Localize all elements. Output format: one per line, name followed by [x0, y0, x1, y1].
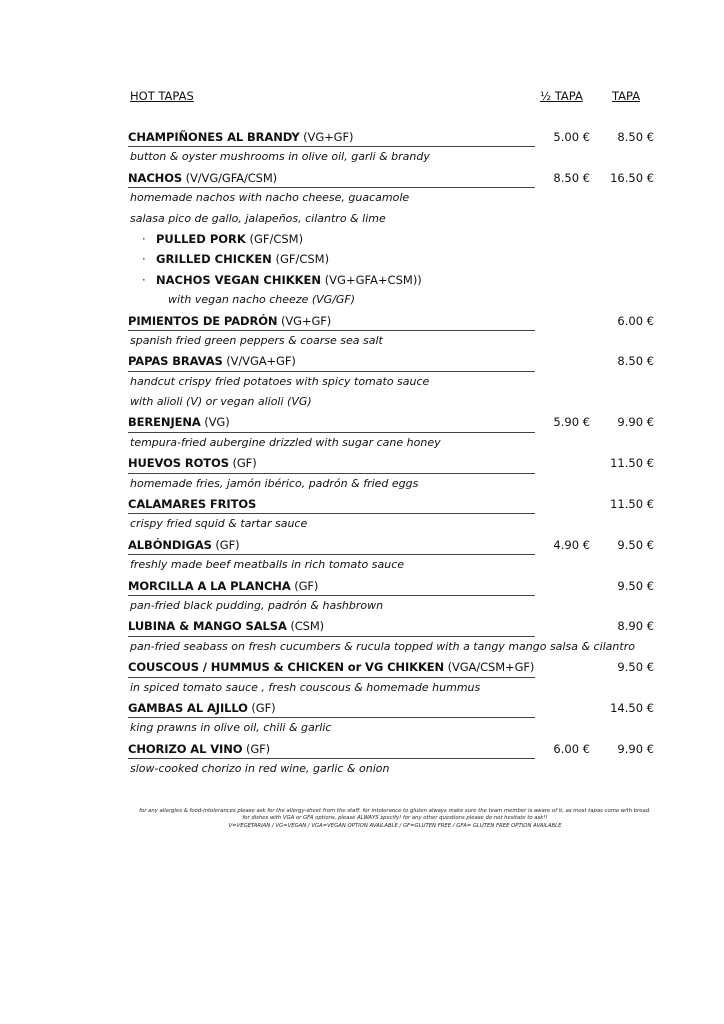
item-name: HUEVOS ROTOS — [128, 456, 229, 471]
item-name: BERENJENA — [128, 415, 201, 430]
item-description: homemade nachos with nacho cheese, guacamole — [130, 191, 410, 205]
menu-item — [128, 168, 654, 188]
item-name-wrap — [128, 701, 276, 715]
item-description: homemade fries, jamón ibérico, padrón & fried eggs — [130, 476, 419, 490]
item-name-wrap — [128, 619, 324, 633]
item-tags: (VGA/CSM+GF) — [447, 660, 535, 675]
menu-item — [128, 698, 654, 718]
half-tapa-price: 5.00 € — [553, 130, 590, 144]
item-name-wrap — [128, 171, 277, 185]
item-description: pan-fried seabass on fresh cucumbers & rucula topped with a tangy mango salsa & cilantro — [130, 639, 635, 653]
item-name: ALBÓNDIGAS — [128, 537, 212, 552]
tapa-price: 8.50 € — [617, 354, 654, 369]
item-description: handcut crispy fried potatoes with spicy tomato sauce — [130, 374, 430, 388]
item-description: king prawns in olive oil, chili & garlic — [130, 721, 332, 735]
section-title: HOT TAPAS — [130, 89, 194, 103]
item-name: NACHOS — [128, 170, 183, 185]
item-description: in spiced tomato sauce , fresh couscous & homemade hummus — [130, 680, 481, 694]
tapa-price: 16.50 € — [610, 170, 654, 185]
item-name-wrap — [128, 354, 296, 368]
item-description: button & oyster mushrooms in olive oil, garli & brandy — [130, 150, 430, 164]
sub-option-note: with vegan nacho cheeze (VG/GF) — [168, 293, 356, 307]
menu-item — [128, 311, 654, 331]
menu-item — [128, 127, 654, 147]
item-description: with alioli (V) or vegan alioli (VG) — [130, 395, 312, 409]
half-tapa-price: 8.50 € — [553, 170, 590, 185]
footer-line: V=VEGETARIAN / VG=VEGAN / VGA=VEGAN OPTION AVAILABLE / GF=GLUTEN FREE / GFA= GLUTEN FREE OPTION AVAILABLE — [228, 822, 562, 829]
menu-item — [128, 494, 654, 514]
item-tags: (V/VG/GFA/CSM) — [185, 170, 278, 185]
item-name-wrap — [128, 497, 256, 511]
sub-option-tags: (GF/CSM) — [275, 252, 330, 267]
tapa-header: TAPA — [612, 89, 641, 103]
bullet-icon: · — [142, 231, 146, 246]
item-name-wrap — [128, 742, 270, 756]
item-tags: (CSM) — [290, 619, 325, 634]
sub-option-tags: (VG+GFA+CSM)) — [324, 272, 422, 287]
item-name: CHORIZO AL VINO — [128, 741, 243, 756]
tapa-price: 9.50 € — [617, 660, 654, 675]
item-description: slow-cooked chorizo in red wine, garlic & onion — [130, 762, 390, 776]
item-name: COUSCOUS / HUMMUS & CHICKEN or VG CHIKKEN — [128, 660, 445, 675]
tapa-price: 9.50 € — [617, 537, 654, 552]
item-tags: (GF) — [251, 700, 276, 715]
sub-option-name: PULLED PORK — [156, 231, 246, 246]
menu-item — [128, 453, 654, 473]
item-description: freshly made beef meatballs in rich tomato sauce — [130, 558, 405, 572]
sub-option — [128, 229, 658, 249]
menu-item — [128, 412, 654, 432]
item-tags: (VG+GF) — [280, 313, 332, 328]
tapa-price: 11.50 € — [610, 456, 654, 471]
tapa-price: 6.00 € — [617, 313, 654, 328]
footer-line: for any allergies & food-intolerances please ask for the allergy-sheet from the staff. for intolerance to gluten always make sure the team member is aware of it, as most tapas come with bread. — [139, 808, 651, 814]
item-name-wrap — [128, 314, 331, 328]
tapa-price: 8.90 € — [617, 619, 654, 634]
bullet-icon: · — [142, 272, 146, 287]
item-name: MORCILLA A LA PLANCHA — [128, 578, 291, 593]
item-name-wrap — [128, 415, 230, 429]
half-tapa-price: 4.90 € — [553, 537, 590, 552]
menu-item — [128, 616, 654, 636]
item-name-wrap — [128, 538, 240, 552]
menu-item — [128, 351, 654, 371]
tapa-price: 9.90 € — [617, 741, 654, 756]
menu-item — [128, 739, 654, 759]
half-tapa-price: 5.90 € — [553, 415, 590, 430]
item-name-wrap — [128, 130, 353, 144]
item-name: GAMBAS AL AJILLO — [128, 700, 248, 715]
half-tapa-price: 6.00 € — [553, 741, 590, 756]
footer-notes — [120, 808, 670, 830]
item-name: PIMIENTOS DE PADRÓN — [128, 313, 278, 328]
item-name-wrap — [128, 660, 534, 674]
item-description: spanish fried green peppers & coarse sea salt — [130, 333, 383, 347]
sub-option-tags: (GF/CSM) — [249, 231, 304, 246]
tapa-price: 8.50 € — [617, 130, 654, 144]
menu-item — [128, 535, 654, 555]
sub-option — [128, 270, 658, 290]
half-tapa-header: ½ TAPA — [540, 89, 583, 103]
menu-item — [128, 576, 654, 596]
menu-list — [128, 127, 658, 780]
tapa-price: 9.90 € — [617, 415, 654, 430]
item-tags: (GF) — [245, 741, 271, 756]
item-name-wrap — [128, 579, 318, 593]
item-name: PAPAS BRAVAS — [128, 354, 223, 369]
item-tags: (V/VGA+GF) — [226, 354, 296, 369]
item-description: pan-fried black pudding, padrón & hashbrown — [130, 598, 384, 612]
item-name: CHAMPIÑONES AL BRANDY — [128, 130, 300, 144]
item-tags: (VG) — [204, 415, 230, 430]
item-name-wrap — [128, 456, 257, 470]
sub-option-name: GRILLED CHICKEN — [156, 252, 272, 267]
tapa-price: 14.50 € — [610, 700, 654, 715]
sub-option — [128, 249, 658, 269]
item-description: crispy fried squid & tartar sauce — [130, 517, 308, 531]
tapa-price: 9.50 € — [617, 578, 654, 593]
bullet-icon: · — [142, 252, 146, 267]
menu-item — [128, 657, 654, 677]
item-name: CALAMARES FRITOS — [128, 497, 257, 512]
sub-option-name: NACHOS VEGAN CHIKKEN — [156, 272, 322, 287]
item-description: tempura-fried aubergine drizzled with sugar cane honey — [130, 435, 441, 449]
tapa-price: 11.50 € — [610, 497, 654, 512]
item-tags: (GF) — [215, 537, 240, 552]
item-tags: (GF) — [232, 456, 257, 471]
item-description: salasa pico de gallo, jalapeños, cilantro & lime — [130, 211, 386, 225]
item-tags: (GF) — [294, 578, 319, 593]
item-name: LUBINA & MANGO SALSA — [128, 619, 287, 634]
item-tags: (VG+GF) — [303, 130, 354, 144]
footer-line: for dishes with VGA or GFA options, please ALWAYS specify! for any other questions please do not hesitate to ask!! — [242, 815, 548, 822]
